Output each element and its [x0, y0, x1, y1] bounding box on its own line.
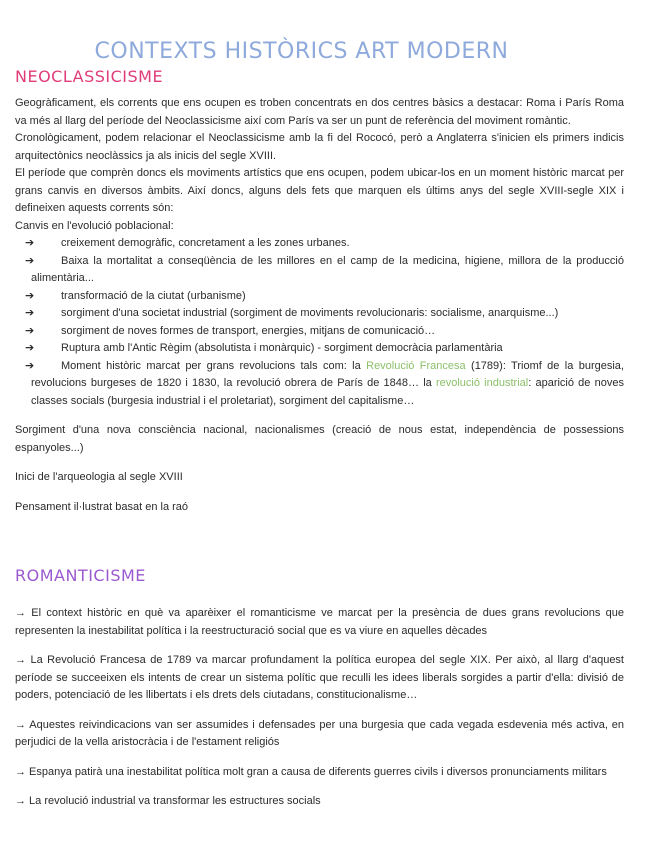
arrow-right-icon: ➔: [25, 359, 35, 372]
list-item: ➔ Ruptura amb l'Antic Règim (absolutista i monàrquic) - sorgiment democràcia parlamentària: [15, 340, 624, 358]
romanticisme-section: [15, 605, 624, 823]
arrow-right-icon: ➔: [25, 342, 35, 354]
list-item: ➔ transformació de la ciutat (urbanisme): [15, 288, 624, 306]
neo-paragraph-cronologia: Cronològicament, podem relacionar el Neoclassicisme amb la fi del Rococó, però a Anglaterra s'inicien els primers indicis arquitectònics neoclàssics ja als inicis del segle XVIII.: [15, 132, 624, 162]
list-item: ➔ Baixa la mortalitat a conseqüència de les millores en el camp de la medicina, higiene, millora de la producció alimentària...: [25, 254, 624, 284]
page-title: CONTEXTS HISTÒRICS ART MODERN: [94, 38, 509, 64]
rom-paragraph: → El context històric en què va aparèixer el romanticisme ve marcat per la presència de dues grans revolucions que representen la inestabilitat política i la reestructuració social que es va viure en aquelles dècades: [15, 607, 624, 637]
arrow-right-icon: ➔: [25, 254, 35, 267]
rom-paragraph: → La Revolució Francesa de 1789 va marcar profundament la política europea del segle XIX. Per això, al llarg d'aquest període se succeeixen els intents de crear un sistema polític que reculli les idees liberals sorgides a partir d'ella: divisió de poders, potenciació de les llibertats i els drets dels ciutadans, constitucionalisme…: [15, 654, 624, 701]
list-item: ➔ Moment històric marcat per grans revolucions tals com: la Revolució Francesa (1789): Triomf de la burgesia, revolucions burgeses de 1820 i 1830, la revolució obrera de París de 1848… la revolució industrial: aparició de noves classes socials (burgesia industrial i el proletariat), sorgiment del capitalisme…: [25, 359, 624, 407]
list-item: ➔ sorgiment d'una societat industrial (sorgiment de moviments revolucionaris: socialisme, anarquisme...): [15, 305, 624, 323]
neo-paragraph-nacionalisme: Sorgiment d'una nova consciència nacional, nacionalismes (creació de nous estat, independència de possessions espanyoles...): [15, 424, 624, 454]
neoclassicisme-section: [15, 95, 624, 516]
neo-canvis-label: Canvis en l'evolució poblacional:: [15, 219, 174, 232]
arrow-right-icon: ➔: [25, 289, 35, 302]
rom-paragraph: → Aquestes reivindicacions van ser assumides i defensades per una burgesia que cada vegada esdevenia més activa, en perjudici de la vella aristocràcia i de l'estament religiós: [15, 718, 624, 748]
romanticisme-heading: ROMANTICISME: [15, 566, 146, 585]
rom-paragraph: → La revolució industrial va transformar les estructures socials: [15, 795, 321, 807]
arrow-right-icon: ➔: [25, 324, 35, 337]
neo-paragraph-geografia: Geogràficament, els corrents que ens ocupen es troben concentrats en dos centres bàsics a destacar: Roma i París Roma va més al llarg del període del Neoclassicisme així com París va ser un punt de referència del moviment romàntic.: [15, 97, 624, 127]
neo-paragraph-illustracio: Pensament il·lustrat basat en la raó: [15, 500, 189, 513]
revolucio-industrial-link[interactable]: revolució industrial: [435, 377, 529, 389]
list-item: ➔ creixement demogràfic, concretament a les zones urbanes.: [15, 235, 624, 253]
arrow-right-icon: ➔: [25, 237, 35, 249]
neo-paragraph-periode: El període que comprèn doncs els moviments artístics que ens ocupen, podem ubicar-los en un moment històric marcat per grans canvis en diversos àmbits. Així doncs, alguns dels fets que marquen els últims anys del segle XVIII-segle XIX i defineixen aquests corrents són:: [15, 167, 624, 214]
neo-bullet-list: [15, 235, 624, 410]
arrow-right-icon: ➔: [25, 307, 35, 319]
rom-paragraph: → Espanya patirà una inestabilitat política molt gran a causa de diferents guerres civils i diversos pronunciaments militars: [15, 765, 607, 778]
neo-paragraph-arqueologia: Inici de l'arqueologia al segle XVIII: [15, 471, 183, 483]
revolucio-francesa-link[interactable]: Revolució Francesa: [366, 359, 466, 372]
neoclassicisme-heading: NEOCLASSICISME: [15, 67, 164, 86]
list-item: ➔ sorgiment de noves formes de transport, energies, mitjans de comunicació…: [15, 323, 624, 341]
